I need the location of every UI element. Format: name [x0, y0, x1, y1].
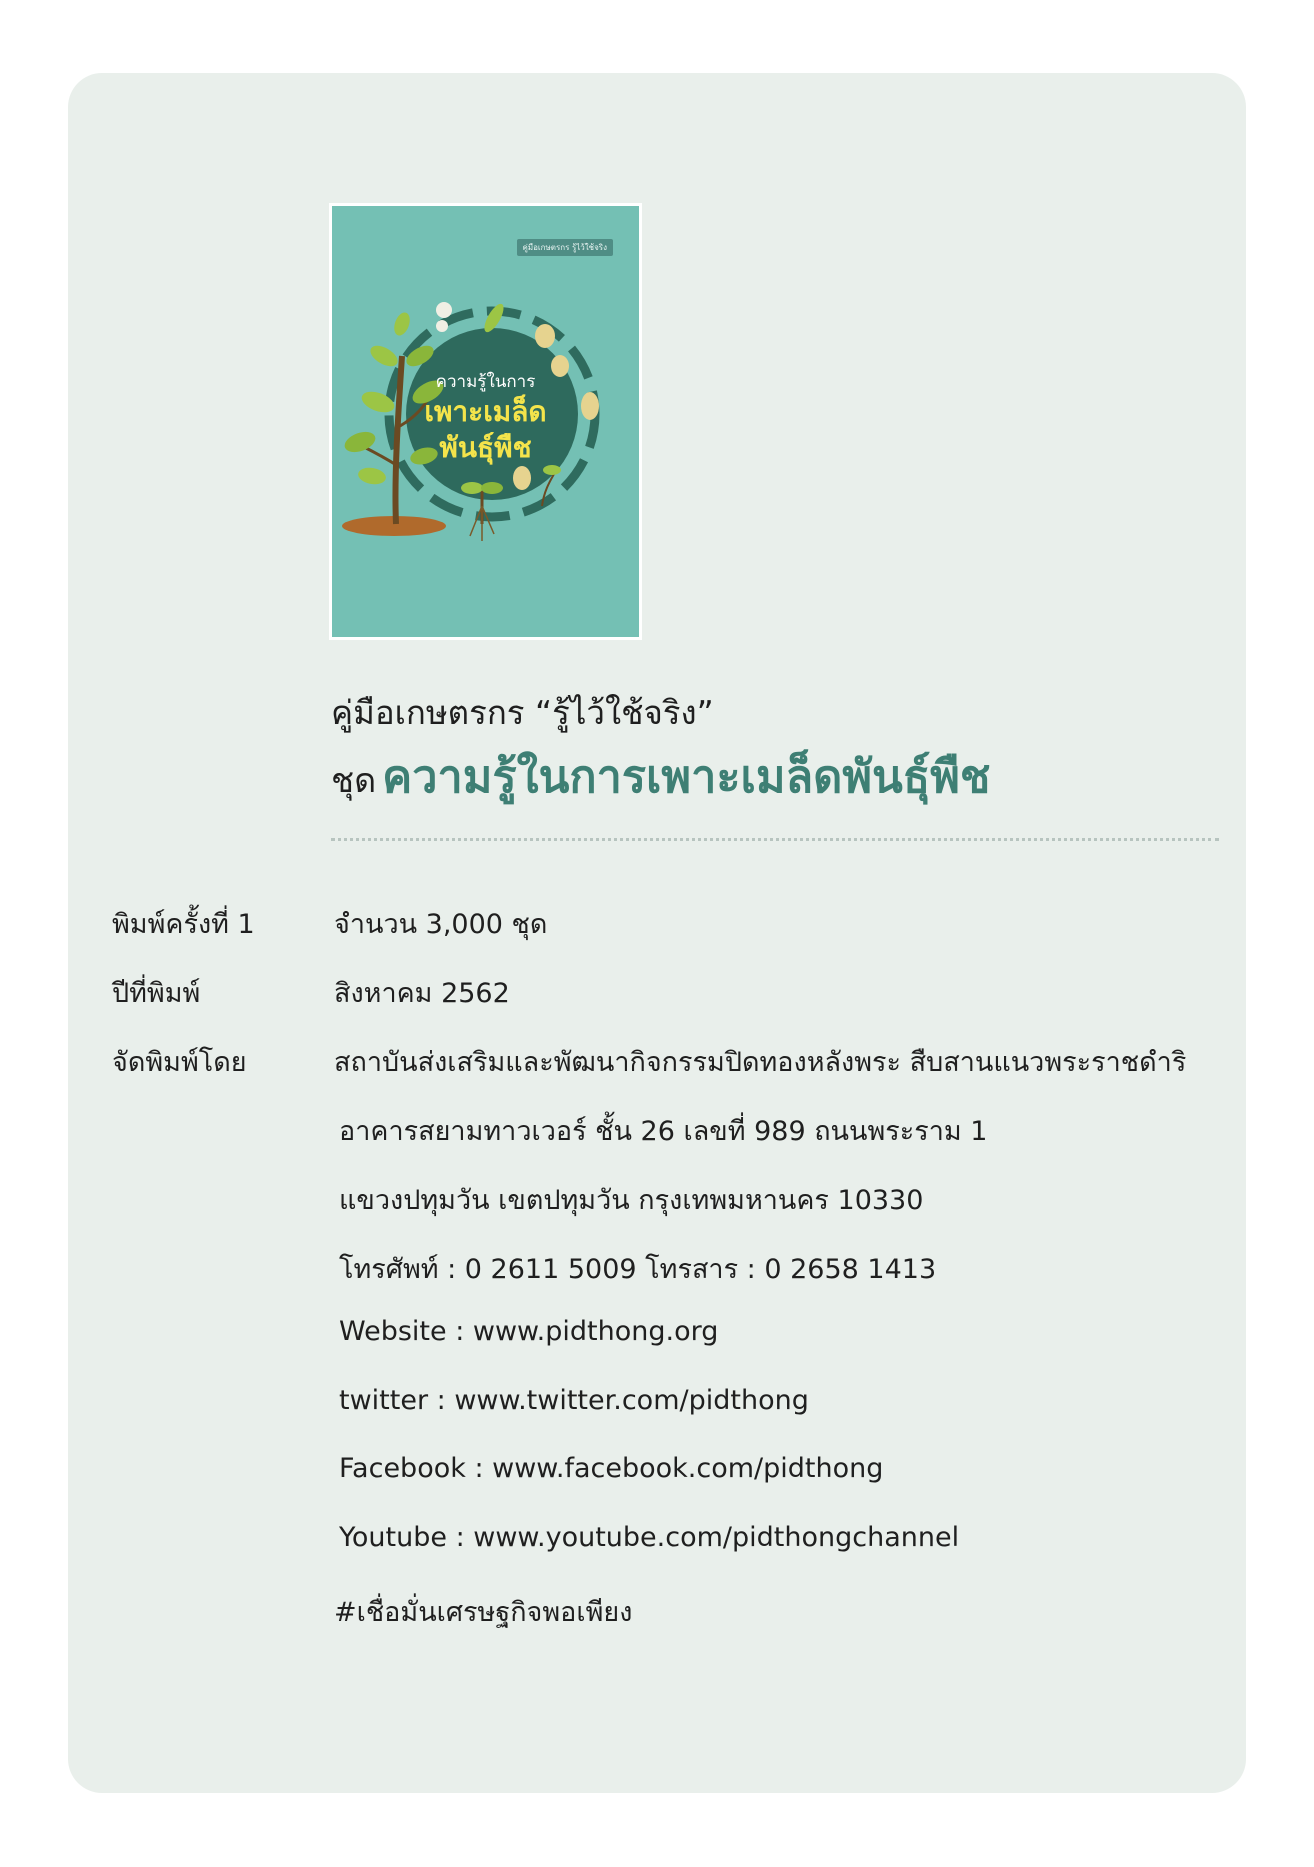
- book-title: [331, 740, 990, 812]
- cover-title-line2: เพาะเมล็ด: [424, 395, 547, 428]
- facebook-link[interactable]: Facebook : www.facebook.com/pidthong: [339, 1453, 884, 1484]
- edition-value: จำนวน 3,000 ชุด: [334, 909, 548, 940]
- cover-series-tag: คู่มือเกษตรกร รู้ไว้ใช้จริง: [517, 239, 614, 256]
- phone-fax-line: โทรศัพท์ : 0 2611 5009 โทรสาร : 0 2658 1413: [339, 1254, 937, 1285]
- title-prefix: ชุด: [331, 761, 377, 801]
- twitter-link[interactable]: twitter : www.twitter.com/pidthong: [339, 1385, 809, 1416]
- title-main: ความรู้ในการเพาะเมล็ดพันธุ์พืช: [382, 750, 991, 803]
- youtube-link[interactable]: Youtube : www.youtube.com/pidthongchannel: [339, 1522, 960, 1553]
- publisher-value: สถาบันส่งเสริมและพัฒนากิจกรรมปิดทองหลังพระ สืบสานแนวพระราชดำริ: [334, 1047, 1187, 1078]
- address-line-2: แขวงปทุมวัน เขตปทุมวัน กรุงเทพมหานคร 10330: [339, 1185, 924, 1216]
- dotted-divider: [331, 838, 1219, 841]
- cover-title-line1: ความรู้ในการ: [435, 372, 536, 392]
- publisher-label: จัดพิมพ์โดย: [112, 1047, 247, 1078]
- year-label: ปีที่พิมพ์: [112, 978, 201, 1009]
- edition-label: พิมพ์ครั้งที่ 1: [112, 909, 255, 940]
- series-label: คู่มือเกษตรกร “รู้ไว้ใช้จริง”: [331, 693, 714, 732]
- website-link[interactable]: Website : www.pidthong.org: [339, 1316, 719, 1347]
- cover-title-main: [332, 394, 639, 466]
- hashtag: #เชื่อมั่นเศรษฐกิจพอเพียง: [334, 1597, 633, 1628]
- cover-title-line3: พันธุ์พืช: [439, 431, 532, 464]
- book-cover-image: [329, 203, 642, 640]
- year-value: สิงหาคม 2562: [334, 978, 510, 1009]
- address-line-1: อาคารสยามทาวเวอร์ ชั้น 26 เลขที่ 989 ถนนพระราม 1: [339, 1116, 988, 1147]
